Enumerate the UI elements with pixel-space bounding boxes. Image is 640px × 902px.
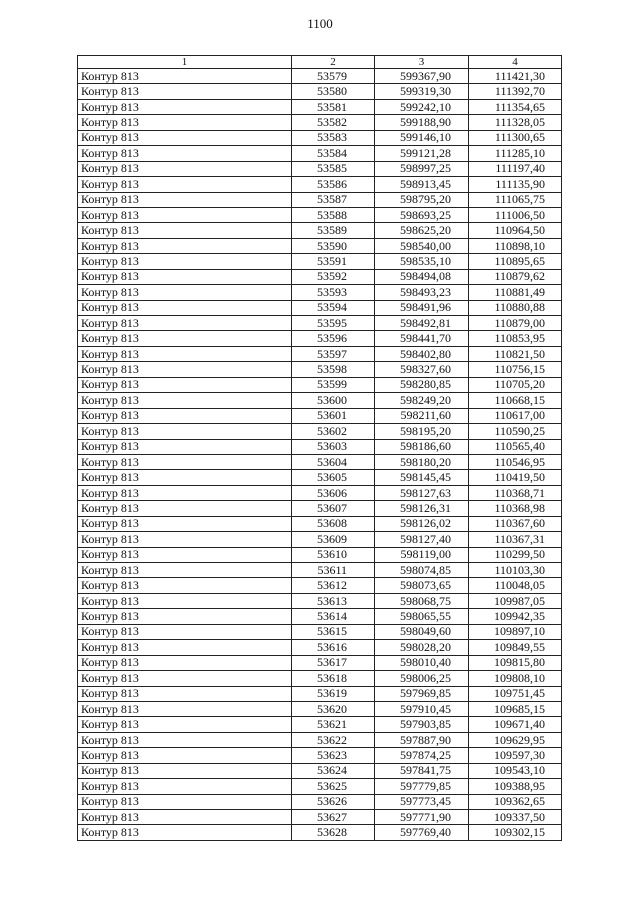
x-coordinate-cell: 598195,20	[375, 424, 469, 439]
x-coordinate-cell: 597773,45	[375, 794, 469, 809]
x-coordinate-cell: 598491,96	[375, 300, 469, 315]
x-coordinate-cell: 598028,20	[375, 640, 469, 655]
y-coordinate-cell: 110103,30	[469, 563, 562, 578]
contour-name-cell: Контур 813	[78, 532, 292, 547]
x-coordinate-cell: 598186,60	[375, 439, 469, 454]
point-number-cell: 53618	[292, 671, 375, 686]
table-row	[78, 593, 562, 608]
table-row	[78, 470, 562, 485]
table-row	[78, 547, 562, 562]
y-coordinate-cell: 111285,10	[469, 146, 562, 161]
x-coordinate-cell: 598126,31	[375, 501, 469, 516]
x-coordinate-cell: 598127,40	[375, 532, 469, 547]
point-number-cell: 53619	[292, 686, 375, 701]
contour-name-cell: Контур 813	[78, 624, 292, 639]
x-coordinate-cell: 597887,90	[375, 732, 469, 747]
contour-name-cell: Контур 813	[78, 238, 292, 253]
y-coordinate-cell: 110879,62	[469, 269, 562, 284]
y-coordinate-cell: 109751,45	[469, 686, 562, 701]
y-coordinate-cell: 110821,50	[469, 346, 562, 361]
table-row	[78, 763, 562, 778]
table-row	[78, 454, 562, 469]
column-header-4: 4	[469, 56, 562, 69]
contour-name-cell: Контур 813	[78, 655, 292, 670]
x-coordinate-cell: 597910,45	[375, 701, 469, 716]
contour-name-cell: Контур 813	[78, 146, 292, 161]
x-coordinate-cell: 598997,25	[375, 161, 469, 176]
point-number-cell: 53625	[292, 779, 375, 794]
contour-name-cell: Контур 813	[78, 300, 292, 315]
y-coordinate-cell: 110881,49	[469, 285, 562, 300]
contour-name-cell: Контур 813	[78, 285, 292, 300]
point-number-cell: 53610	[292, 547, 375, 562]
x-coordinate-cell: 598065,55	[375, 609, 469, 624]
point-number-cell: 53628	[292, 825, 375, 840]
contour-name-cell: Контур 813	[78, 454, 292, 469]
x-coordinate-cell: 597771,90	[375, 810, 469, 825]
contour-name-cell: Контур 813	[78, 501, 292, 516]
point-number-cell: 53592	[292, 269, 375, 284]
contour-name-cell: Контур 813	[78, 640, 292, 655]
x-coordinate-cell: 597903,85	[375, 717, 469, 732]
x-coordinate-cell: 599146,10	[375, 130, 469, 145]
y-coordinate-cell: 110299,50	[469, 547, 562, 562]
point-number-cell: 53582	[292, 115, 375, 130]
y-coordinate-cell: 110964,50	[469, 223, 562, 238]
contour-name-cell: Контур 813	[78, 794, 292, 809]
contour-name-cell: Контур 813	[78, 763, 292, 778]
contour-name-cell: Контур 813	[78, 810, 292, 825]
contour-name-cell: Контур 813	[78, 177, 292, 192]
y-coordinate-cell: 109987,05	[469, 593, 562, 608]
table-row	[78, 810, 562, 825]
x-coordinate-cell: 598913,45	[375, 177, 469, 192]
y-coordinate-cell: 110546,95	[469, 454, 562, 469]
table-row	[78, 192, 562, 207]
x-coordinate-cell: 599367,90	[375, 69, 469, 84]
y-coordinate-cell: 109942,35	[469, 609, 562, 624]
contour-name-cell: Контур 813	[78, 671, 292, 686]
y-coordinate-cell: 110367,31	[469, 532, 562, 547]
table-row	[78, 346, 562, 361]
contour-name-cell: Контур 813	[78, 223, 292, 238]
table-row	[78, 331, 562, 346]
y-coordinate-cell: 109362,65	[469, 794, 562, 809]
contour-name-cell: Контур 813	[78, 593, 292, 608]
y-coordinate-cell: 109808,10	[469, 671, 562, 686]
point-number-cell: 53614	[292, 609, 375, 624]
y-coordinate-cell: 111197,40	[469, 161, 562, 176]
contour-name-cell: Контур 813	[78, 686, 292, 701]
point-number-cell: 53607	[292, 501, 375, 516]
x-coordinate-cell: 598127,63	[375, 485, 469, 500]
x-coordinate-cell: 598280,85	[375, 377, 469, 392]
contour-name-cell: Контур 813	[78, 424, 292, 439]
x-coordinate-cell: 598402,80	[375, 346, 469, 361]
column-header-2: 2	[292, 56, 375, 69]
y-coordinate-cell: 109815,80	[469, 655, 562, 670]
contour-name-cell: Контур 813	[78, 99, 292, 114]
x-coordinate-cell: 597779,85	[375, 779, 469, 794]
y-coordinate-cell: 111065,75	[469, 192, 562, 207]
table-row	[78, 207, 562, 222]
y-coordinate-cell: 111300,65	[469, 130, 562, 145]
contour-name-cell: Контур 813	[78, 269, 292, 284]
contour-name-cell: Контур 813	[78, 84, 292, 99]
x-coordinate-cell: 598441,70	[375, 331, 469, 346]
x-coordinate-cell: 599242,10	[375, 99, 469, 114]
x-coordinate-cell: 597841,75	[375, 763, 469, 778]
point-number-cell: 53596	[292, 331, 375, 346]
table-row	[78, 701, 562, 716]
table-row	[78, 177, 562, 192]
table-row	[78, 146, 562, 161]
table-row	[78, 69, 562, 84]
x-coordinate-cell: 598126,02	[375, 516, 469, 531]
x-coordinate-cell: 598492,81	[375, 316, 469, 331]
y-coordinate-cell: 109629,95	[469, 732, 562, 747]
contour-name-cell: Контур 813	[78, 578, 292, 593]
x-coordinate-cell: 599121,28	[375, 146, 469, 161]
column-header-3: 3	[375, 56, 469, 69]
y-coordinate-cell: 111354,65	[469, 99, 562, 114]
y-coordinate-cell: 110367,60	[469, 516, 562, 531]
contour-name-cell: Контур 813	[78, 563, 292, 578]
y-coordinate-cell: 110879,00	[469, 316, 562, 331]
y-coordinate-cell: 110895,65	[469, 254, 562, 269]
y-coordinate-cell: 111135,90	[469, 177, 562, 192]
x-coordinate-cell: 597969,85	[375, 686, 469, 701]
table-row	[78, 732, 562, 747]
contour-name-cell: Контур 813	[78, 732, 292, 747]
point-number-cell: 53597	[292, 346, 375, 361]
point-number-cell: 53605	[292, 470, 375, 485]
y-coordinate-cell: 110419,50	[469, 470, 562, 485]
contour-name-cell: Контур 813	[78, 439, 292, 454]
point-number-cell: 53613	[292, 593, 375, 608]
y-coordinate-cell: 110853,95	[469, 331, 562, 346]
table-header-row	[78, 56, 562, 69]
table-row	[78, 377, 562, 392]
point-number-cell: 53611	[292, 563, 375, 578]
contour-name-cell: Контур 813	[78, 470, 292, 485]
contour-name-cell: Контур 813	[78, 316, 292, 331]
x-coordinate-cell: 598540,00	[375, 238, 469, 253]
point-number-cell: 53612	[292, 578, 375, 593]
y-coordinate-cell: 111328,05	[469, 115, 562, 130]
y-coordinate-cell: 110617,00	[469, 408, 562, 423]
table-row	[78, 794, 562, 809]
y-coordinate-cell: 110705,20	[469, 377, 562, 392]
x-coordinate-cell: 598327,60	[375, 362, 469, 377]
point-number-cell: 53588	[292, 207, 375, 222]
y-coordinate-cell: 110756,15	[469, 362, 562, 377]
table-row	[78, 393, 562, 408]
point-number-cell: 53593	[292, 285, 375, 300]
point-number-cell: 53620	[292, 701, 375, 716]
y-coordinate-cell: 110368,71	[469, 485, 562, 500]
x-coordinate-cell: 598073,65	[375, 578, 469, 593]
table-row	[78, 99, 562, 114]
contour-name-cell: Контур 813	[78, 254, 292, 269]
table-row	[78, 717, 562, 732]
y-coordinate-cell: 110368,98	[469, 501, 562, 516]
table-row	[78, 640, 562, 655]
contour-name-cell: Контур 813	[78, 717, 292, 732]
y-coordinate-cell: 109302,15	[469, 825, 562, 840]
x-coordinate-cell: 598119,00	[375, 547, 469, 562]
contour-name-cell: Контур 813	[78, 408, 292, 423]
point-number-cell: 53587	[292, 192, 375, 207]
point-number-cell: 53594	[292, 300, 375, 315]
column-header-1: 1	[78, 56, 292, 69]
contour-name-cell: Контур 813	[78, 779, 292, 794]
table-row	[78, 238, 562, 253]
x-coordinate-cell: 598535,10	[375, 254, 469, 269]
x-coordinate-cell: 599188,90	[375, 115, 469, 130]
point-number-cell: 53598	[292, 362, 375, 377]
y-coordinate-cell: 110898,10	[469, 238, 562, 253]
point-number-cell: 53606	[292, 485, 375, 500]
contour-name-cell: Контур 813	[78, 377, 292, 392]
point-number-cell: 53615	[292, 624, 375, 639]
point-number-cell: 53601	[292, 408, 375, 423]
point-number-cell: 53600	[292, 393, 375, 408]
contour-name-cell: Контур 813	[78, 516, 292, 531]
table-row	[78, 223, 562, 238]
point-number-cell: 53623	[292, 748, 375, 763]
table-row	[78, 285, 562, 300]
contour-name-cell: Контур 813	[78, 161, 292, 176]
point-number-cell: 53603	[292, 439, 375, 454]
point-number-cell: 53589	[292, 223, 375, 238]
table-row	[78, 578, 562, 593]
x-coordinate-cell: 598010,40	[375, 655, 469, 670]
point-number-cell: 53579	[292, 69, 375, 84]
y-coordinate-cell: 109897,10	[469, 624, 562, 639]
contour-name-cell: Контур 813	[78, 192, 292, 207]
table-row	[78, 532, 562, 547]
y-coordinate-cell: 109543,10	[469, 763, 562, 778]
y-coordinate-cell: 109337,50	[469, 810, 562, 825]
contour-name-cell: Контур 813	[78, 207, 292, 222]
x-coordinate-cell: 598049,60	[375, 624, 469, 639]
contour-name-cell: Контур 813	[78, 748, 292, 763]
point-number-cell: 53627	[292, 810, 375, 825]
contour-name-cell: Контур 813	[78, 115, 292, 130]
point-number-cell: 53585	[292, 161, 375, 176]
table-row	[78, 439, 562, 454]
x-coordinate-cell: 598068,75	[375, 593, 469, 608]
x-coordinate-cell: 598249,20	[375, 393, 469, 408]
y-coordinate-cell: 111006,50	[469, 207, 562, 222]
table-row	[78, 501, 562, 516]
table-row	[78, 825, 562, 840]
y-coordinate-cell: 109849,55	[469, 640, 562, 655]
point-number-cell: 53586	[292, 177, 375, 192]
table-row	[78, 84, 562, 99]
y-coordinate-cell: 110880,88	[469, 300, 562, 315]
y-coordinate-cell: 110565,40	[469, 439, 562, 454]
table-body	[78, 69, 562, 841]
point-number-cell: 53602	[292, 424, 375, 439]
table-row	[78, 254, 562, 269]
table-row	[78, 362, 562, 377]
x-coordinate-cell: 598493,23	[375, 285, 469, 300]
point-number-cell: 53608	[292, 516, 375, 531]
table-row	[78, 130, 562, 145]
y-coordinate-cell: 110048,05	[469, 578, 562, 593]
contour-name-cell: Контур 813	[78, 547, 292, 562]
point-number-cell: 53622	[292, 732, 375, 747]
table-row	[78, 516, 562, 531]
point-number-cell: 53599	[292, 377, 375, 392]
table-row	[78, 748, 562, 763]
table-row	[78, 115, 562, 130]
x-coordinate-cell: 598074,85	[375, 563, 469, 578]
y-coordinate-cell: 109685,15	[469, 701, 562, 716]
contour-name-cell: Контур 813	[78, 393, 292, 408]
page-number: 1100	[307, 16, 333, 31]
point-number-cell: 53590	[292, 238, 375, 253]
x-coordinate-cell: 598625,20	[375, 223, 469, 238]
table-row	[78, 485, 562, 500]
x-coordinate-cell: 598180,20	[375, 454, 469, 469]
y-coordinate-cell: 111392,70	[469, 84, 562, 99]
x-coordinate-cell: 597874,25	[375, 748, 469, 763]
contour-name-cell: Контур 813	[78, 346, 292, 361]
contour-name-cell: Контур 813	[78, 362, 292, 377]
point-number-cell: 53604	[292, 454, 375, 469]
table-row	[78, 655, 562, 670]
x-coordinate-cell: 598795,20	[375, 192, 469, 207]
point-number-cell: 53624	[292, 763, 375, 778]
y-coordinate-cell: 110590,25	[469, 424, 562, 439]
point-number-cell: 53609	[292, 532, 375, 547]
x-coordinate-cell: 599319,30	[375, 84, 469, 99]
x-coordinate-cell: 598494,08	[375, 269, 469, 284]
x-coordinate-cell: 598693,25	[375, 207, 469, 222]
y-coordinate-cell: 109597,30	[469, 748, 562, 763]
point-number-cell: 53580	[292, 84, 375, 99]
table-row	[78, 408, 562, 423]
point-number-cell: 53583	[292, 130, 375, 145]
x-coordinate-cell: 598211,60	[375, 408, 469, 423]
table-row	[78, 563, 562, 578]
table-row	[78, 779, 562, 794]
contour-name-cell: Контур 813	[78, 485, 292, 500]
point-number-cell: 53616	[292, 640, 375, 655]
contour-name-cell: Контур 813	[78, 130, 292, 145]
table-row	[78, 624, 562, 639]
y-coordinate-cell: 109388,95	[469, 779, 562, 794]
table-row	[78, 161, 562, 176]
contour-name-cell: Контур 813	[78, 701, 292, 716]
point-number-cell: 53621	[292, 717, 375, 732]
point-number-cell: 53626	[292, 794, 375, 809]
table-row	[78, 671, 562, 686]
y-coordinate-cell: 110668,15	[469, 393, 562, 408]
contour-name-cell: Контур 813	[78, 69, 292, 84]
point-number-cell: 53584	[292, 146, 375, 161]
table-row	[78, 300, 562, 315]
table-row	[78, 609, 562, 624]
point-number-cell: 53617	[292, 655, 375, 670]
y-coordinate-cell: 109671,40	[469, 717, 562, 732]
point-number-cell: 53581	[292, 99, 375, 114]
point-number-cell: 53591	[292, 254, 375, 269]
table-row	[78, 269, 562, 284]
x-coordinate-cell: 598145,45	[375, 470, 469, 485]
contour-name-cell: Контур 813	[78, 609, 292, 624]
table-row	[78, 424, 562, 439]
contour-name-cell: Контур 813	[78, 331, 292, 346]
contour-name-cell: Контур 813	[78, 825, 292, 840]
table-row	[78, 686, 562, 701]
x-coordinate-cell: 597769,40	[375, 825, 469, 840]
coordinates-table	[77, 55, 562, 841]
table-row	[78, 316, 562, 331]
point-number-cell: 53595	[292, 316, 375, 331]
x-coordinate-cell: 598006,25	[375, 671, 469, 686]
y-coordinate-cell: 111421,30	[469, 69, 562, 84]
